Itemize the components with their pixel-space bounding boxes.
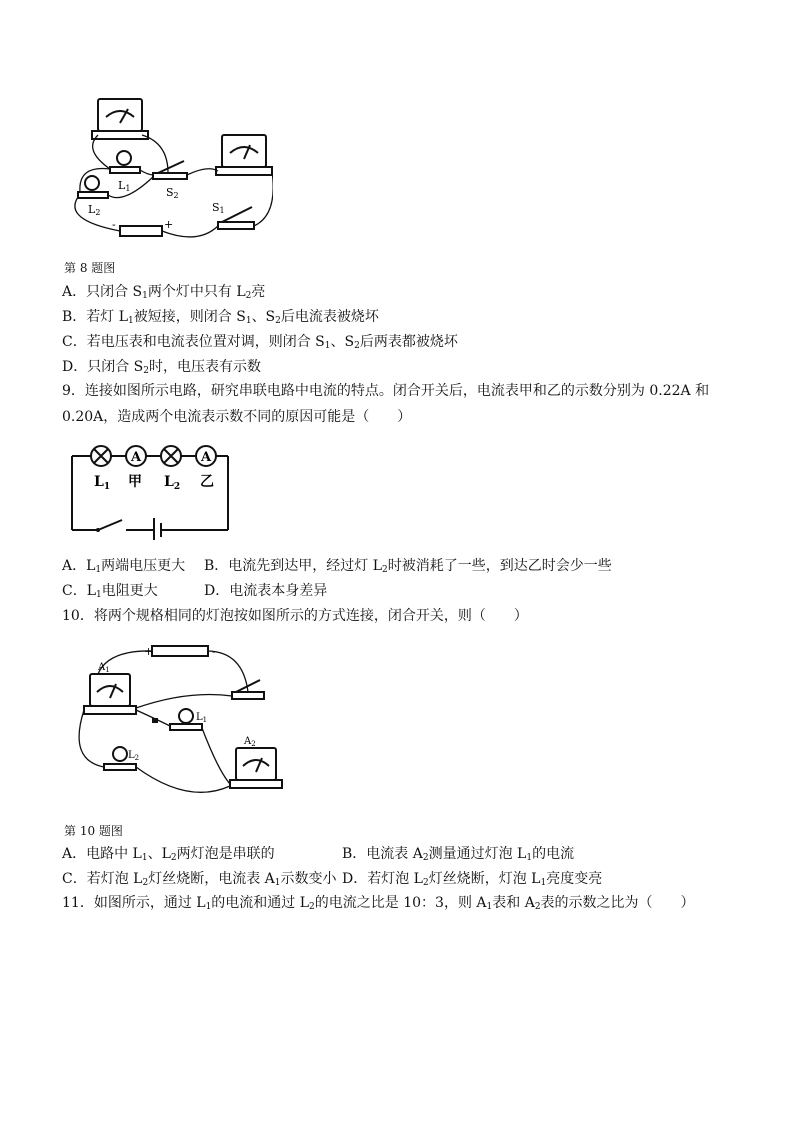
q8-option-c: C．若电压表和电流表位置对调，则闭合 $S_1$、$S_2$后两表都被烧坏 xyxy=(62,334,458,351)
q10-circuit-figure xyxy=(68,640,283,805)
label-battery-minus: - xyxy=(212,645,216,658)
label-battery-minus: - xyxy=(112,218,116,231)
battery-shape xyxy=(120,226,162,236)
q8-option-a: A．只闭合 $S_1$两个灯中只有 $L_2$亮 xyxy=(62,284,266,301)
ammeter-jia-letter: A xyxy=(131,450,142,465)
label-l2: L2 xyxy=(88,203,101,217)
q9-option-a: A．$L_1$两端电压更大 xyxy=(62,558,186,575)
q8-circuit-figure xyxy=(58,95,273,245)
battery-shape xyxy=(152,646,208,656)
q10-option-a: A．电路中 $L_1$、$L_2$两灯泡是串联的 xyxy=(62,846,275,863)
label-l2: $L_2$ xyxy=(128,750,140,762)
label-jia: 甲 xyxy=(128,474,142,490)
q8-option-d: D．只闭合 $S_2$时，电压表有示数 xyxy=(62,359,261,376)
label-l1: $L_1$ xyxy=(94,474,111,492)
ammeter-yi-letter: A xyxy=(201,450,212,465)
q9-stem-line1: 9．连接如图所示电路，研究串联电路中电流的特点。闭合开关后，电流表甲和乙的示数分别为 0.22A 和 xyxy=(62,383,710,399)
voltmeter-base xyxy=(92,131,148,139)
q9-stem-line2: 0.20A，造成两个电流表示数不同的原因可能是（ ） xyxy=(62,409,412,425)
q9-option-c: C．$L_1$电阻更大 xyxy=(62,583,158,600)
label-a1: $A_1$ xyxy=(98,662,110,674)
switch-lever xyxy=(98,520,122,530)
ammeter-shape xyxy=(222,135,266,167)
q10-option-c: C．若灯泡 $L_2$灯丝烧断，电流表 $A_1$示数变小 xyxy=(62,871,337,888)
label-battery-plus: + xyxy=(164,218,174,231)
q11-stem: 11．如图所示，通过 $L_1$的电流和通过 $L_2$的电流之比是 10：3，则 $A_1$表和 $A_2$表的示数之比为（ ） xyxy=(62,895,695,912)
q9-circuit-figure xyxy=(68,440,233,540)
label-s1: S1 xyxy=(212,201,225,215)
label-l2: $L_2$ xyxy=(164,474,181,492)
q8-caption: 第 8 题图 xyxy=(64,261,116,275)
q10-stem: 10．将两个规格相同的灯泡按如图所示的方式连接，闭合开关，则（ ） xyxy=(62,608,528,624)
label-l1: $L_1$ xyxy=(196,712,208,724)
label-a2: $A_2$ xyxy=(244,736,256,748)
bulb-l1-shape xyxy=(117,151,131,165)
q9-option-b: B．电流先到达甲，经过灯 $L_2$时被消耗了一些，到达乙时会少一些 xyxy=(204,558,612,575)
label-battery-plus: + xyxy=(144,645,154,658)
voltmeter-shape xyxy=(98,99,142,131)
q10-caption: 第 10 题图 xyxy=(64,824,123,838)
bulb-l2-shape xyxy=(85,176,99,190)
bulb-l1-shape xyxy=(179,709,193,723)
ammeter-a1-shape xyxy=(90,674,130,706)
q10-option-d: D．若灯泡 $L_2$灯丝烧断，灯泡 $L_1$亮度变亮 xyxy=(342,871,603,888)
label-l1: L1 xyxy=(118,179,131,193)
bulb-l2-shape xyxy=(113,747,127,761)
q8-option-b: B．若灯 $L_1$被短接，则闭合 $S_1$、$S_2$后电流表被烧坏 xyxy=(62,309,379,326)
label-yi: 乙 xyxy=(200,474,214,490)
q10-option-b: B．电流表 $A_2$测量通过灯泡 $L_1$的电流 xyxy=(342,846,575,863)
q9-option-d: D．电流表本身差异 xyxy=(204,583,328,599)
ammeter-a2-shape xyxy=(236,748,276,780)
label-s2: S2 xyxy=(166,186,179,200)
